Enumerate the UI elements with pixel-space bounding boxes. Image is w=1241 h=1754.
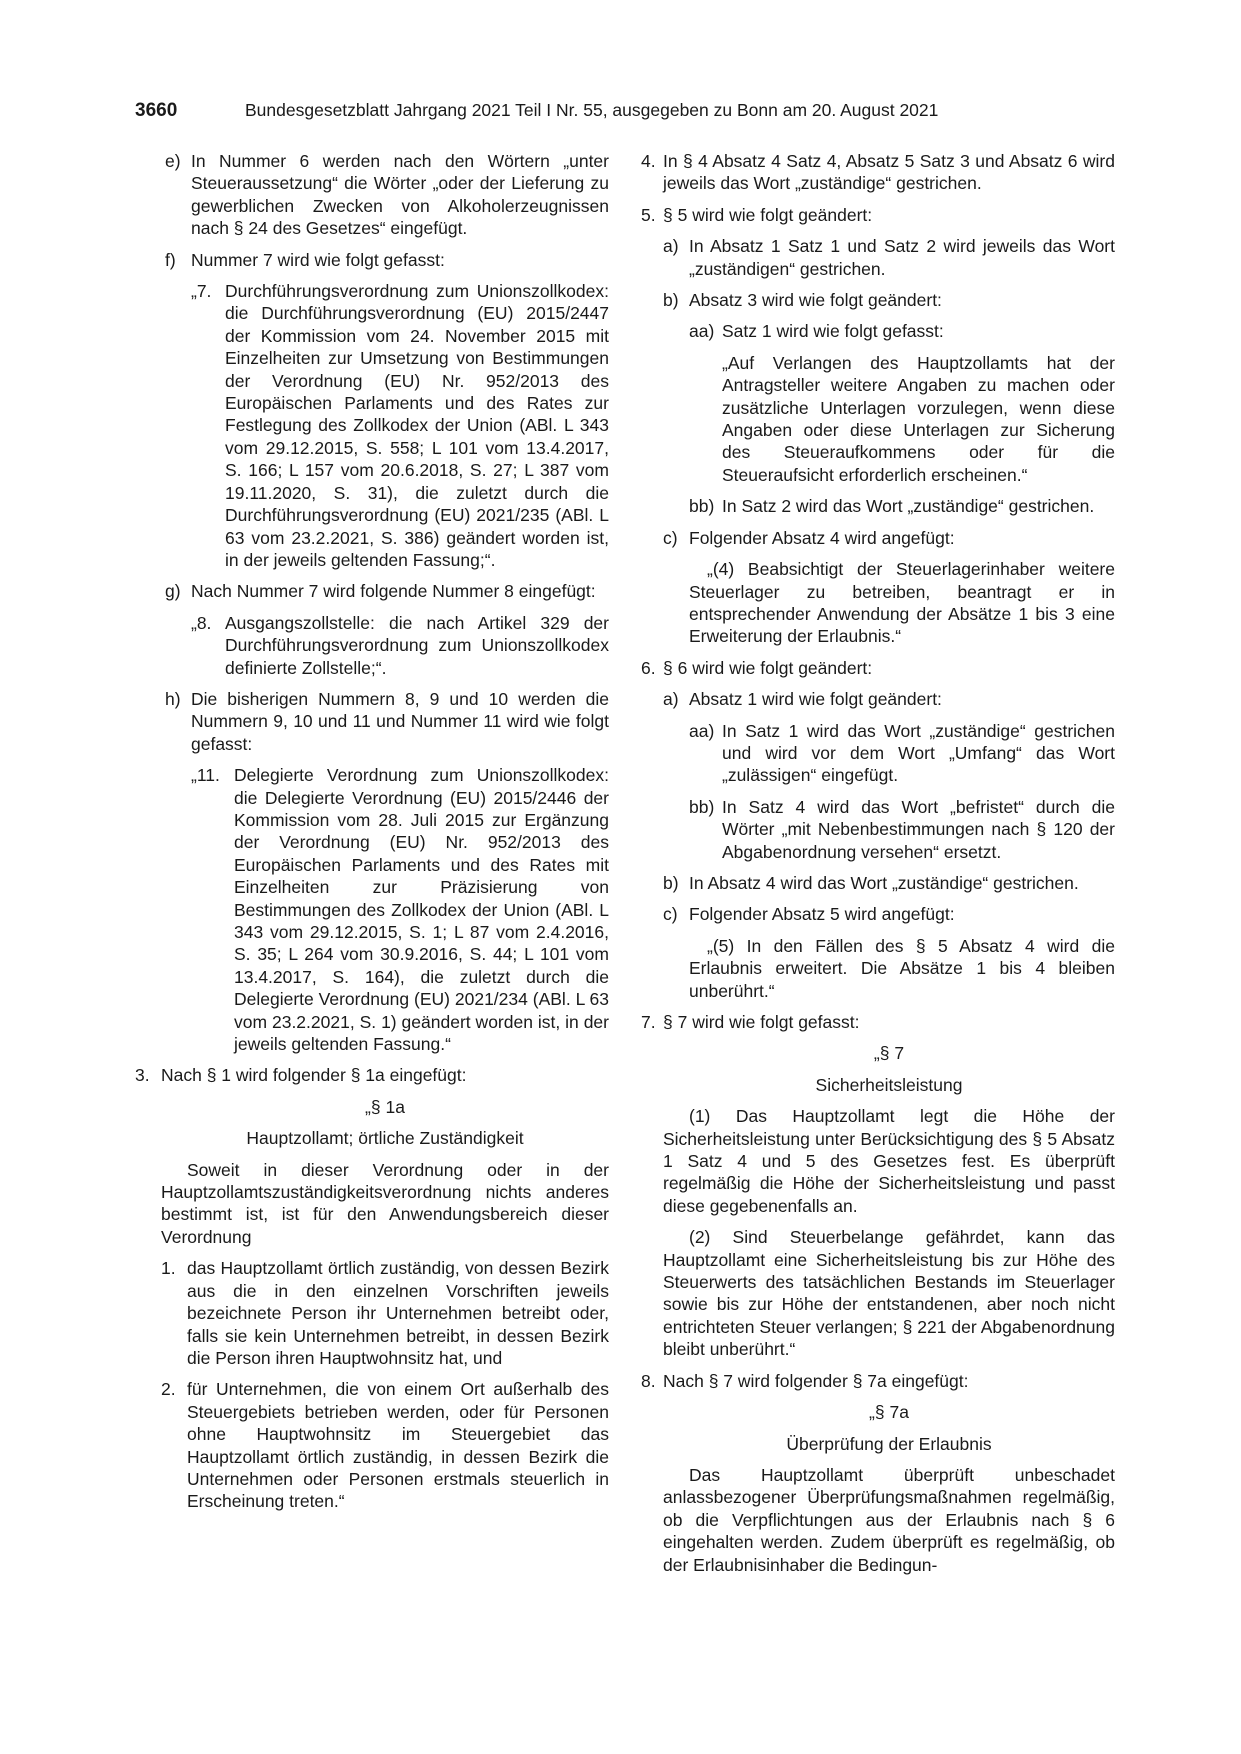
item-5b xyxy=(663,289,1115,311)
item-5a-marker: a) xyxy=(663,236,679,257)
section-7a-number: „§ 7a xyxy=(869,1402,909,1423)
item-h-text: Die bisherigen Nummern 8, 9 und 10 werden die Nummern 9, 10 und 11 und Nummer 11 wird wie folgt gefasst: xyxy=(191,688,609,754)
item-f-marker: f) xyxy=(165,249,176,270)
left-column xyxy=(135,150,609,1513)
item-4 xyxy=(641,150,1115,195)
item-4-marker: 4. xyxy=(641,151,656,171)
item-5-text: § 5 wird wie folgt geändert: xyxy=(663,204,873,225)
item-6a-marker: a) xyxy=(663,689,679,710)
section-1a-item-1 xyxy=(161,1257,609,1369)
section-7-paragraph-2: (2) Sind Steuerbelange gefährdet, kann das Hauptzollamt eine Sicherheitsleistung bis zur Höhe des Steuerwerts des tatsächlichen Bestands im Steuerlager sowie bis zur Höhe der entstandenen, aber noch nicht entrichteten Steuer verlangen; § 221 der Abgabenordnung bleibt unberührt.“ xyxy=(663,1227,1115,1360)
item-f-text: Nummer 7 wird wie folgt gefasst: xyxy=(191,249,445,270)
item-3-marker: 3. xyxy=(135,1065,150,1086)
item-5b-aa-text: Satz 1 wird wie folgt gefasst: xyxy=(722,321,944,342)
item-e-text: In Nummer 6 werden nach den Wörtern „unter Steueraussetzung“ die Wörter „oder der Lieferung zu gewerblichen Zwecken von Alkoholerzeugnissen nach § 24 des Gesetzes“ eingefügt. xyxy=(191,151,609,239)
item-3 xyxy=(135,1064,609,1086)
item-5b-marker: b) xyxy=(663,290,679,311)
section-7a-heading: Überprüfung der Erlaubnis xyxy=(786,1433,992,1454)
item-3-text: Nach § 1 wird folgender § 1a eingefügt: xyxy=(161,1065,467,1086)
item-5b-bb xyxy=(689,495,1115,517)
section-7-number: „§ 7 xyxy=(873,1043,905,1064)
item-g-marker: g) xyxy=(165,581,181,602)
item-5-marker: 5. xyxy=(641,204,656,225)
right-column xyxy=(641,150,1115,1576)
item-5c-quote: „(4) Beabsichtigt der Steuerlagerinhaber weitere Steuerlager zu betreiben, beantragt er in entsprechender Anwendung der Absätze 1 bis 3 eine Erweiterung der Erlaubnis.“ xyxy=(689,559,1115,647)
item-h-quote xyxy=(191,764,609,1055)
item-6c-quote: „(5) In den Fällen des § 5 Absatz 4 wird die Erlaubnis erweitert. Die Absätze 1 bis 4 bleiben unberührt.“ xyxy=(689,935,1115,1001)
item-f-quote-marker: „7. xyxy=(191,281,212,302)
item-6a-aa-marker: aa) xyxy=(689,720,715,741)
section-1a-item-2-marker: 2. xyxy=(161,1379,176,1400)
item-g-text: Nach Nummer 7 wird folgende Nummer 8 eingefügt: xyxy=(191,581,596,602)
item-6a-bb-text: In Satz 4 wird das Wort „befristet“ durch die Wörter „mit Nebenbestimmungen nach § 120 der Abgabenordnung versehen“ ersetzt. xyxy=(722,796,1115,862)
item-6a-aa xyxy=(689,720,1115,787)
item-5a-text: In Absatz 1 Satz 1 und Satz 2 wird jeweils das Wort „zuständigen“ gestrichen. xyxy=(689,236,1115,279)
item-5b-text: Absatz 3 wird wie folgt geändert: xyxy=(689,290,942,311)
page-header xyxy=(135,100,1115,126)
item-h xyxy=(165,688,609,755)
item-f xyxy=(165,249,609,271)
item-6a xyxy=(663,688,1115,710)
item-6a-bb-marker: bb) xyxy=(689,796,715,817)
item-g xyxy=(165,580,609,602)
item-5b-aa xyxy=(689,320,1115,342)
item-7-text: § 7 wird wie folgt gefasst: xyxy=(663,1012,860,1032)
item-5b-bb-text: In Satz 2 wird das Wort „zuständige“ gestrichen. xyxy=(722,496,1095,517)
item-g-quote-marker: „8. xyxy=(191,612,212,633)
item-6c xyxy=(663,903,1115,925)
item-5c xyxy=(663,527,1115,549)
item-h-marker: h) xyxy=(165,688,181,709)
item-5b-bb-marker: bb) xyxy=(689,496,715,517)
item-8-text: Nach § 7 wird folgender § 7a eingefügt: xyxy=(663,1370,969,1391)
item-6 xyxy=(641,657,1115,679)
item-6-text: § 6 wird wie folgt geändert: xyxy=(663,657,873,678)
section-7a-paragraph-1: Das Hauptzollamt überprüft unbeschadet anlassbezogener Überprüfungsmaßnahmen regelmäßig, ob die Verpflichtungen aus der Erlaubnis nach § 6 eingehalten werden. Zudem überprüft es regelmäßig, ob der Erlaubnisinhaber die Bedingun- xyxy=(663,1464,1115,1575)
item-7-marker: 7. xyxy=(641,1012,656,1032)
item-h-quote-text: Delegierte Verordnung zum Unionszollkodex: die Delegierte Verordnung (EU) 2015/2446 der Kommission vom 28. Juli 2015 zur Ergänzung der Verordnung (EU) Nr. 952/2013 des Europäischen Parlaments und des Rates mit Einzelheiten zur Präzisierung von Bestimmungen des Zollkodex der Union (ABl. L 343 vom 29.12.2015, S. 1; L 87 vom 2.4.2016, S. 35; L 264 vom 30.9.2016, S. 44; L 101 vom 13.4.2017, S. 164), die zuletzt durch die Delegierte Verordnung (EU) 2021/234 (ABl. L 63 vom 23.2.2021, S. 1) geändert worden ist, in der jeweils geltenden Fassung.“ xyxy=(234,765,609,1055)
item-7 xyxy=(641,1011,1115,1033)
item-6-marker: 6. xyxy=(641,657,656,678)
item-6a-bb xyxy=(689,796,1115,863)
item-h-quote-marker: „11. xyxy=(191,765,220,786)
item-g-quote-text: Ausgangszollstelle: die nach Artikel 329 der Durchführungsverordnung zum Unionszollkodex definierte Zollstelle;“. xyxy=(225,612,609,678)
item-5a xyxy=(663,235,1115,280)
item-8 xyxy=(641,1370,1115,1392)
section-1a-number: „§ 1a xyxy=(365,1096,405,1117)
item-5c-marker: c) xyxy=(663,527,678,548)
section-1a-heading: Hauptzollamt; örtliche Zuständigkeit xyxy=(246,1128,524,1149)
item-6b-text: In Absatz 4 wird das Wort „zuständige“ gestrichen. xyxy=(689,872,1079,893)
page-number: 3660 xyxy=(135,100,178,121)
item-8-marker: 8. xyxy=(641,1370,656,1391)
item-6a-aa-text: In Satz 1 wird das Wort „zuständige“ gestrichen und wird vor dem Wort „Umfang“ das Wort „zulässigen“ eingefügt. xyxy=(722,720,1115,786)
item-g-quote xyxy=(191,612,609,679)
item-f-quote-text: Durchführungsverordnung zum Unionszollkodex: die Durchführungsverordnung (EU) 2015/2447 der Kommission vom 24. November 2015 mit Einzelheiten zur Umsetzung von Bestimmungen der Verordnung (EU) Nr. 952/2013 des Europäischen Parlaments und des Rates zur Festlegung des Zollkodex der Union (ABl. L 343 vom 29.12.2015, S. 558; L 101 vom 13.4.2017, S. 166; L 157 vom 20.6.2018, S. 27; L 387 vom 19.11.2020, S. 31), die zuletzt durch die Durchführungsverordnung (EU) 2021/235 (ABl. L 63 vom 23.2.2021, S. 386) geändert worden ist, in der jeweils geltenden Fassung;“. xyxy=(225,281,609,570)
section-7-paragraph-1: (1) Das Hauptzollamt legt die Höhe der Sicherheitsleistung unter Berücksichtigung des § 5 Absatz 1 Satz 4 und 5 des Gesetzes fest. Es überprüft regelmäßig die Höhe der Sicherheitsleistung und passt diese gegebenenfalls an. xyxy=(663,1106,1115,1216)
gazette-title: Bundesgesetzblatt Jahrgang 2021 Teil I Nr. 55, ausgegeben zu Bonn am 20. August 2021 xyxy=(245,100,939,120)
item-5 xyxy=(641,204,1115,226)
item-6c-marker: c) xyxy=(663,904,678,925)
section-1a-item-1-marker: 1. xyxy=(161,1258,176,1279)
item-f-quote xyxy=(191,280,609,571)
item-6a-text: Absatz 1 wird wie folgt geändert: xyxy=(689,689,942,710)
item-e xyxy=(165,150,609,240)
section-7-heading: Sicherheitsleistung xyxy=(815,1074,963,1095)
item-4-text: In § 4 Absatz 4 Satz 4, Absatz 5 Satz 3 und Absatz 6 wird jeweils das Wort „zuständige“ gestrichen. xyxy=(663,151,1115,194)
item-6b xyxy=(663,872,1115,894)
item-5c-text: Folgender Absatz 4 wird angefügt: xyxy=(689,527,955,548)
item-6b-marker: b) xyxy=(663,872,679,893)
item-6c-text: Folgender Absatz 5 wird angefügt: xyxy=(689,904,955,925)
section-1a-item-1-text: das Hauptzollamt örtlich zuständig, von dessen Bezirk aus die in den einzelnen Vorschriften jeweils bezeichnete Person ihr Unternehmen betreibt oder, falls sie kein Unternehmen betreibt, in dessen Bezirk die Person ihren Hauptwohnsitz hat, und xyxy=(187,1258,609,1368)
section-1a-item-2 xyxy=(161,1378,609,1512)
item-5b-aa-marker: aa) xyxy=(689,321,715,342)
section-1a-item-2-text: für Unternehmen, die von einem Ort außerhalb des Steuergebiets betrieben werden, oder für Personen ohne Hauptwohnsitz im Steuergebiet das Hauptzollamt örtlich zuständig, in dessen Bezirk die Unternehmen oder Personen erstmals steuerlich in Erscheinung treten.“ xyxy=(187,1379,609,1512)
section-1a-intro: Soweit in dieser Verordnung oder in der Hauptzollamtszuständigkeitsverordnung nichts anderes bestimmt ist, ist für den Anwendungsbereich dieser Verordnung xyxy=(161,1159,609,1247)
item-e-marker: e) xyxy=(165,151,181,171)
item-5b-aa-quote: „Auf Verlangen des Hauptzollamts hat der Antragsteller weitere Angaben zu machen oder zusätzliche Unterlagen vorzulegen, wenn diese Angaben oder diese Unterlagen zur Sicherung des Steueraufkommens oder für die Steueraufsicht erforderlich erscheinen.“ xyxy=(722,352,1115,485)
